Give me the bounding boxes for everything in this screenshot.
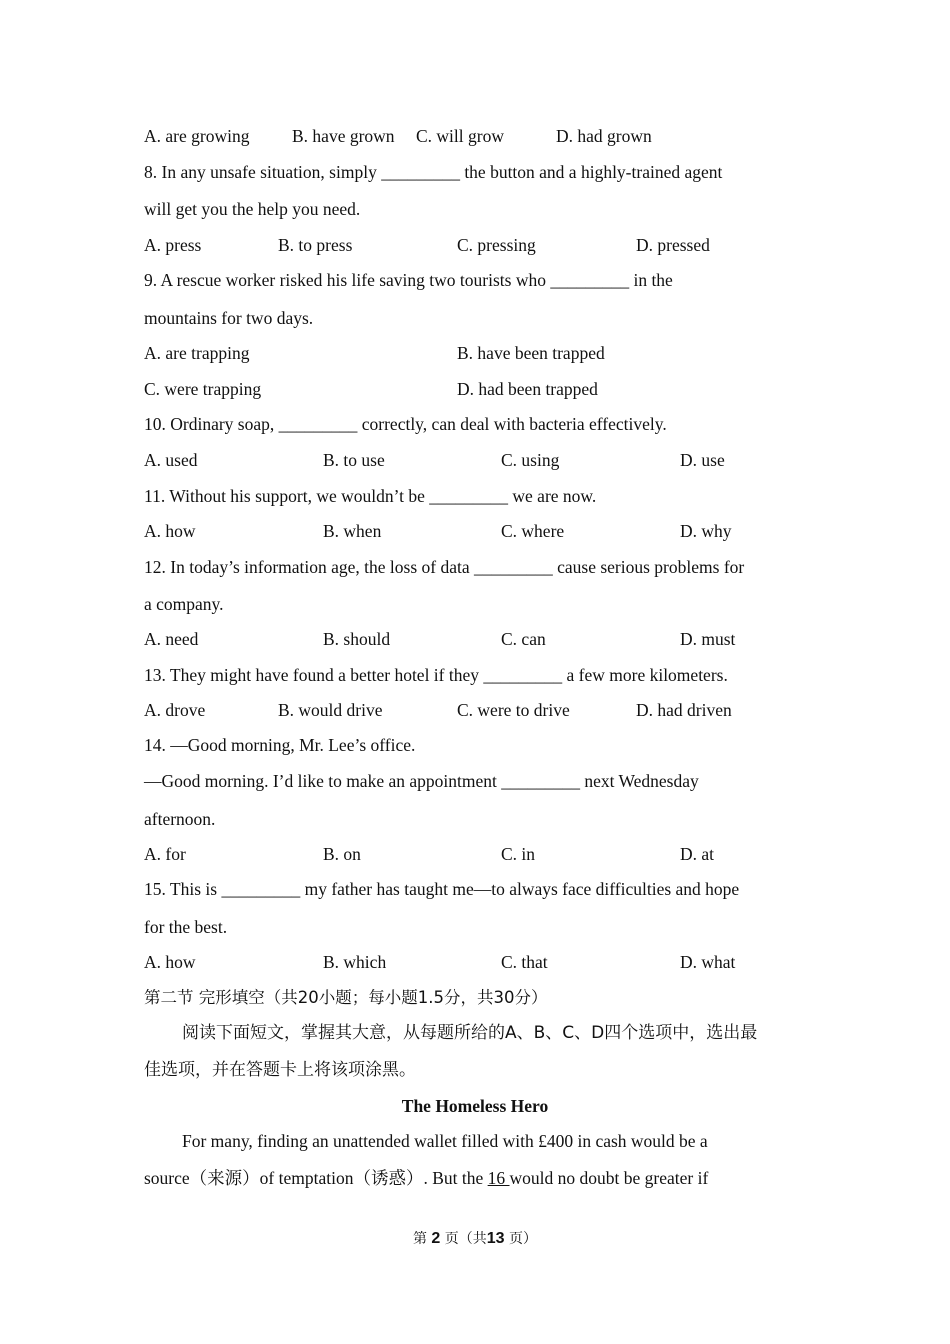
passage-line2-end: would no doubt be greater if [509, 1168, 709, 1188]
passage-line2 [144, 1167, 708, 1189]
q13-stem-line1: 13. They might have found a better hotel if they _________ a few more kilometers. [144, 665, 728, 685]
q12-option-d: D. must [680, 629, 736, 649]
passage-line1: For many, finding an unattended wallet filled with £400 in cash would be a [182, 1131, 708, 1151]
q15-option-c: C. that [501, 952, 548, 972]
q13-option-d: D. had driven [636, 700, 732, 720]
q10-option-a: A. used [144, 450, 198, 470]
q9-stem-line2: mountains for two days. [144, 308, 314, 328]
q15-stem-line2: for the best. [144, 917, 228, 937]
passage-title: The Homeless Hero [401, 1096, 549, 1116]
q7-option-b: B. have grown [292, 126, 395, 146]
q15-option-d: D. what [680, 952, 736, 972]
q14-stem-line3: afternoon. [144, 809, 216, 829]
q12-stem-line2: a company. [144, 594, 224, 614]
footer-prefix: 第 [412, 1231, 427, 1247]
q9-option-c: C. were trapping [144, 379, 262, 399]
q15-option-b: B. which [323, 952, 387, 972]
q9-stem-line1: 9. A rescue worker risked his life saving two tourists who _________ in the [144, 270, 673, 290]
q10-stem-line1: 10. Ordinary soap, _________ correctly, can deal with bacteria effectively. [144, 414, 667, 434]
q13-option-b: B. would drive [278, 700, 383, 720]
q9-option-a: A. are trapping [144, 343, 250, 363]
q8-option-c: C. pressing [457, 235, 536, 255]
q14-option-d: D. at [680, 844, 715, 864]
q8-stem-line1: 8. In any unsafe situation, simply _________ the button and a highly-trained agent [144, 162, 723, 182]
q9-option-b: B. have been trapped [457, 343, 605, 363]
q8-option-d: D. pressed [636, 235, 710, 255]
q8-stem-line2: will get you the help you need. [144, 199, 361, 219]
footer-middle: 页（共 [444, 1231, 487, 1247]
q15-option-a: A. how [144, 952, 196, 972]
q12-option-a: A. need [144, 629, 199, 649]
q8-option-a: A. press [144, 235, 202, 255]
q15-stem-line1: 15. This is _________ my father has taught me—to always face difficulties and hope [144, 879, 740, 899]
q12-stem-line1: 12. In today’s information age, the loss of data _________ cause serious problems for [144, 557, 745, 577]
q8-option-b: B. to press [278, 235, 353, 255]
q10-option-c: C. using [501, 450, 560, 470]
footer-total-pages: 13 [486, 1230, 505, 1247]
q7-option-c: C. will grow [416, 126, 504, 146]
q12-option-c: C. can [501, 629, 546, 649]
footer-page-number: 2 [431, 1230, 441, 1247]
q14-stem-line2: —Good morning. I’d like to make an appointment _________ next Wednesday [144, 771, 699, 791]
q11-option-b: B. when [323, 521, 382, 541]
q11-option-a: A. how [144, 521, 196, 541]
q13-option-a: A. drove [144, 700, 206, 720]
q7-option-a: A. are growing [144, 126, 250, 146]
q14-option-a: A. for [144, 844, 186, 864]
footer-suffix: 页） [509, 1231, 538, 1247]
q14-stem-line1: 14. —Good morning, Mr. Lee’s office. [144, 735, 416, 755]
blank-16: 16 [487, 1168, 510, 1188]
q9-option-d: D. had been trapped [457, 379, 598, 399]
section-instructions-line2: 佳选项，并在答题卡上将该项涂黑。 [144, 1060, 416, 1080]
section-heading: 第二节 完形填空（共20小题；每小题1.5分，共30分） [144, 988, 548, 1007]
q14-option-c: C. in [501, 844, 536, 864]
q13-option-c: C. were to drive [457, 700, 570, 720]
q11-stem-line1: 11. Without his support, we wouldn’t be _________ we are now. [144, 486, 597, 506]
q10-option-b: B. to use [323, 450, 385, 470]
q11-option-c: C. where [501, 521, 565, 541]
q11-option-d: D. why [680, 521, 732, 541]
passage-line2-start: source（来源）of temptation（诱惑）. But the [144, 1168, 488, 1188]
section-instructions-line1: 阅读下面短文，掌握其大意，从每题所给的A、B、C、D四个选项中，选出最 [182, 1023, 758, 1043]
page-footer [0, 1229, 950, 1249]
q7-option-d: D. had grown [556, 126, 652, 146]
q12-option-b: B. should [323, 629, 391, 649]
q14-option-b: B. on [323, 844, 361, 864]
q10-option-d: D. use [680, 450, 725, 470]
